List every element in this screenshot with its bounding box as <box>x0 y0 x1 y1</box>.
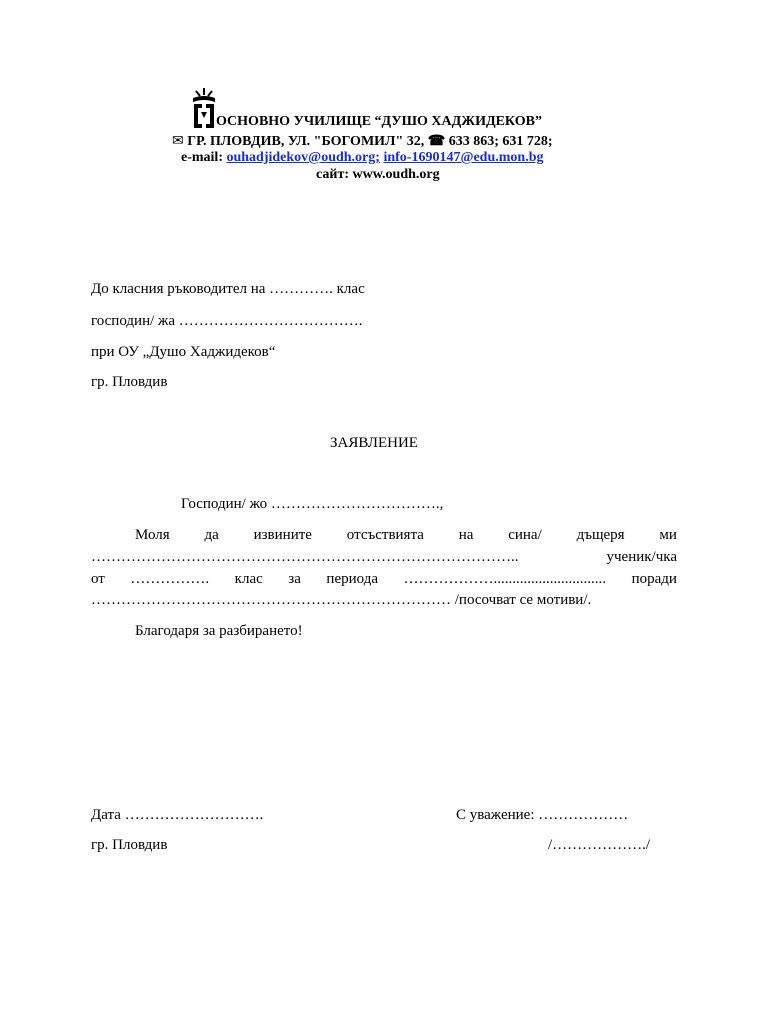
greeting: Господин/ жо ……………………………., <box>181 496 444 512</box>
class-field: ……………. <box>130 571 210 587</box>
thanks-line: Благодаря за разбирането! <box>135 623 303 639</box>
word: да <box>204 527 219 543</box>
addressee-line-4: гр. Пловдив <box>91 374 168 390</box>
paragraph-line-1 <box>135 527 677 544</box>
school-logo-icon <box>191 86 217 130</box>
word: сина/ <box>508 527 542 543</box>
email-line <box>181 150 543 166</box>
email-link-2[interactable]: info-1690147@edu.mon.bg <box>383 150 544 165</box>
email-label: e-mail: <box>181 150 223 165</box>
word: отсъствията <box>346 527 424 543</box>
student-label: ученик/чка <box>606 549 677 565</box>
word: извините <box>253 527 312 543</box>
word: ми <box>659 527 677 543</box>
word: клас <box>234 571 263 587</box>
city-line: гр. Пловдив <box>91 837 168 853</box>
addressee-line-3: при ОУ „Душо Хаджидеков“ <box>91 344 276 360</box>
site-line: сайт: www.oudh.org <box>316 167 440 182</box>
word: поради <box>631 571 677 587</box>
addressee-line-1: До класния ръководител на …………. клас <box>91 281 365 297</box>
document-title: ЗАЯВЛЕНИЕ <box>330 435 418 451</box>
paragraph-line-4: ……………………………………………………………… /посочват се мотиви/. <box>91 592 592 608</box>
word: дъщеря <box>576 527 625 543</box>
date-line: Дата ………………………. <box>91 807 264 823</box>
word: за <box>288 571 301 587</box>
paragraph-line-3 <box>91 571 677 588</box>
email-link-1[interactable]: ouhadjidekov@oudh.org; <box>226 150 380 165</box>
word: Моля <box>135 527 170 543</box>
respect-line: С уважение: ……………… <box>456 807 629 823</box>
address-line <box>172 133 553 150</box>
envelope-icon: ✉ <box>172 134 184 149</box>
school-name: ОСНОВНО УЧИЛИЩЕ “ДУШО ХАДЖИДЕКОВ” <box>216 114 542 129</box>
period-field: ……………….............................. <box>403 571 607 587</box>
address-text: ГР. ПЛОВДИВ, УЛ. "БОГОМИЛ" 32, <box>187 134 425 149</box>
word: от <box>91 571 105 587</box>
signature-line: /………………./ <box>548 837 651 853</box>
word: периода <box>326 571 378 587</box>
phone-icon: ☎ <box>427 134 446 149</box>
addressee-line-2: господин/ жа ………………………………. <box>91 313 363 329</box>
phone-numbers: 633 863; 631 728; <box>448 134 553 149</box>
student-name-field: ………………………………………………………………………….. <box>91 549 519 565</box>
paragraph-line-2 <box>91 549 677 566</box>
word: на <box>458 527 474 543</box>
